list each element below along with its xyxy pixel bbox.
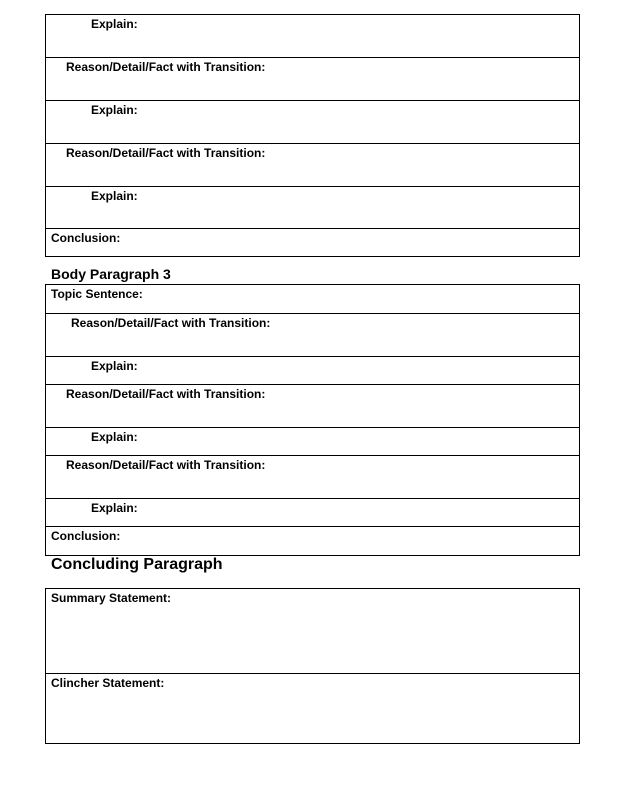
topic-sentence-label: Topic Sentence:	[51, 287, 143, 301]
reason-label: Reason/Detail/Fact with Transition:	[66, 387, 266, 401]
reason-label: Reason/Detail/Fact with Transition:	[66, 60, 266, 74]
reason-row[interactable]	[46, 58, 579, 101]
explain-row[interactable]	[46, 357, 579, 385]
explain-row[interactable]	[46, 499, 579, 527]
conclusion-label: Conclusion:	[51, 529, 121, 543]
explain-label: Explain:	[91, 430, 138, 444]
body-paragraph-3-table	[45, 284, 580, 556]
explain-row[interactable]	[46, 187, 579, 229]
topic-sentence-row[interactable]	[46, 285, 579, 314]
conclusion-row[interactable]	[46, 527, 579, 555]
conclusion-label: Conclusion:	[51, 231, 121, 245]
reason-row[interactable]	[46, 456, 579, 499]
reason-row[interactable]	[46, 314, 579, 357]
concluding-paragraph-table	[45, 588, 580, 744]
reason-label: Reason/Detail/Fact with Transition:	[66, 458, 266, 472]
explain-label: Explain:	[91, 501, 138, 515]
reason-label: Reason/Detail/Fact with Transition:	[66, 146, 266, 160]
body-paragraph-3-heading: Body Paragraph 3	[51, 266, 171, 282]
conclusion-row[interactable]	[46, 229, 579, 256]
explain-row[interactable]	[46, 15, 579, 58]
explain-row[interactable]	[46, 101, 579, 144]
clincher-statement-label: Clincher Statement:	[51, 676, 165, 690]
summary-statement-label: Summary Statement:	[51, 591, 172, 605]
explain-row[interactable]	[46, 428, 579, 456]
summary-statement-row[interactable]	[46, 589, 579, 674]
clincher-statement-row[interactable]	[46, 674, 579, 743]
explain-label: Explain:	[91, 189, 138, 203]
reason-row[interactable]	[46, 385, 579, 428]
explain-label: Explain:	[91, 17, 138, 31]
explain-label: Explain:	[91, 103, 138, 117]
body-paragraph-2-table	[45, 14, 580, 257]
explain-label: Explain:	[91, 359, 138, 373]
reason-row[interactable]	[46, 144, 579, 187]
reason-label: Reason/Detail/Fact with Transition:	[71, 316, 271, 330]
concluding-paragraph-heading: Concluding Paragraph	[51, 556, 223, 573]
